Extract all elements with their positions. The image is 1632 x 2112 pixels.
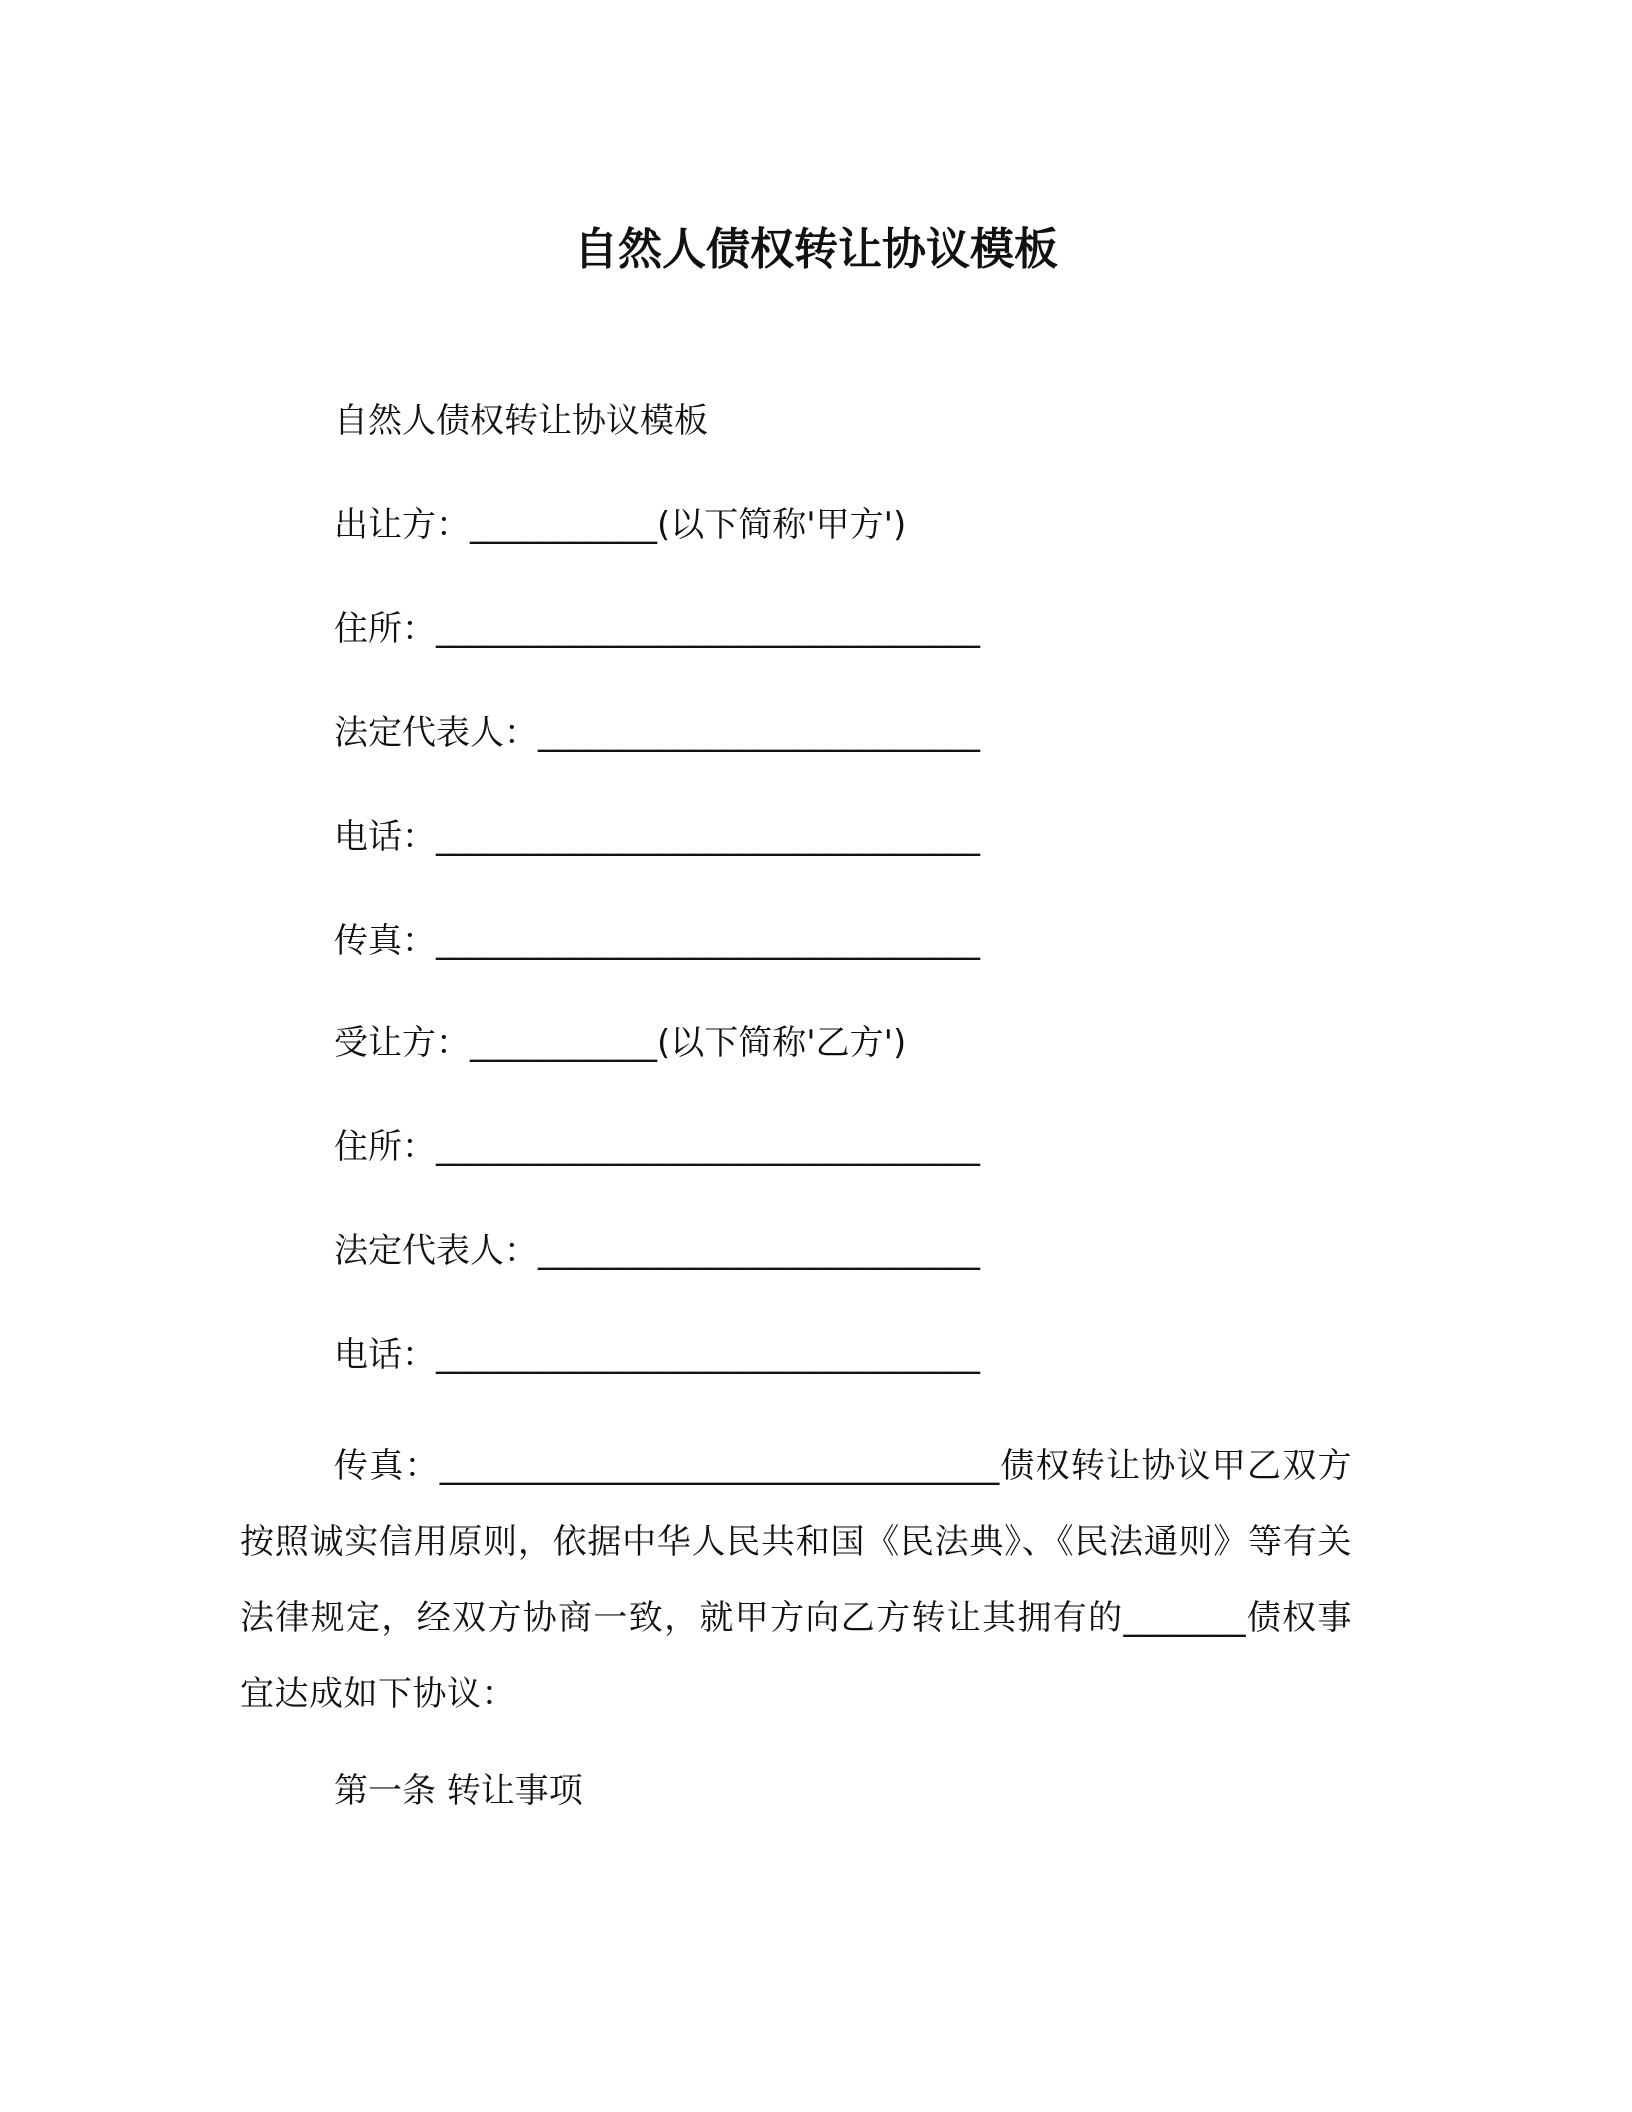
transferee-line: 受让方：___________(以下简称'乙方') bbox=[334, 1023, 907, 1063]
transferor-address-line: 住所：________________________________ bbox=[334, 609, 980, 649]
document-title: 自然人债权转让协议模板 bbox=[574, 224, 1058, 275]
transferor-phone-line: 电话：________________________________ bbox=[334, 817, 980, 857]
transferee-phone-line: 电话：________________________________ bbox=[334, 1335, 980, 1375]
section-heading: 第一条 转让事项 bbox=[334, 1771, 583, 1811]
document-subtitle: 自然人债权转让协议模板 bbox=[334, 401, 708, 441]
agreement-paragraph: 传真：________________________________债权转让协议甲乙双方按照诚实信用原则，依据中华人民共和国《民法典》、《民法通则》等有关法律规定，经双方协商一致，就甲方向乙方转让其拥有的_______债权事宜达成如下协议： bbox=[240, 1446, 1352, 1714]
transferor-fax-line: 传真：________________________________ bbox=[334, 921, 980, 961]
transferor-representative-line: 法定代表人：__________________________ bbox=[334, 713, 980, 753]
transferee-address-line: 住所：________________________________ bbox=[334, 1127, 980, 1167]
transferee-representative-line: 法定代表人：__________________________ bbox=[334, 1231, 980, 1271]
transferor-line: 出让方：___________(以下简称'甲方') bbox=[334, 505, 907, 545]
